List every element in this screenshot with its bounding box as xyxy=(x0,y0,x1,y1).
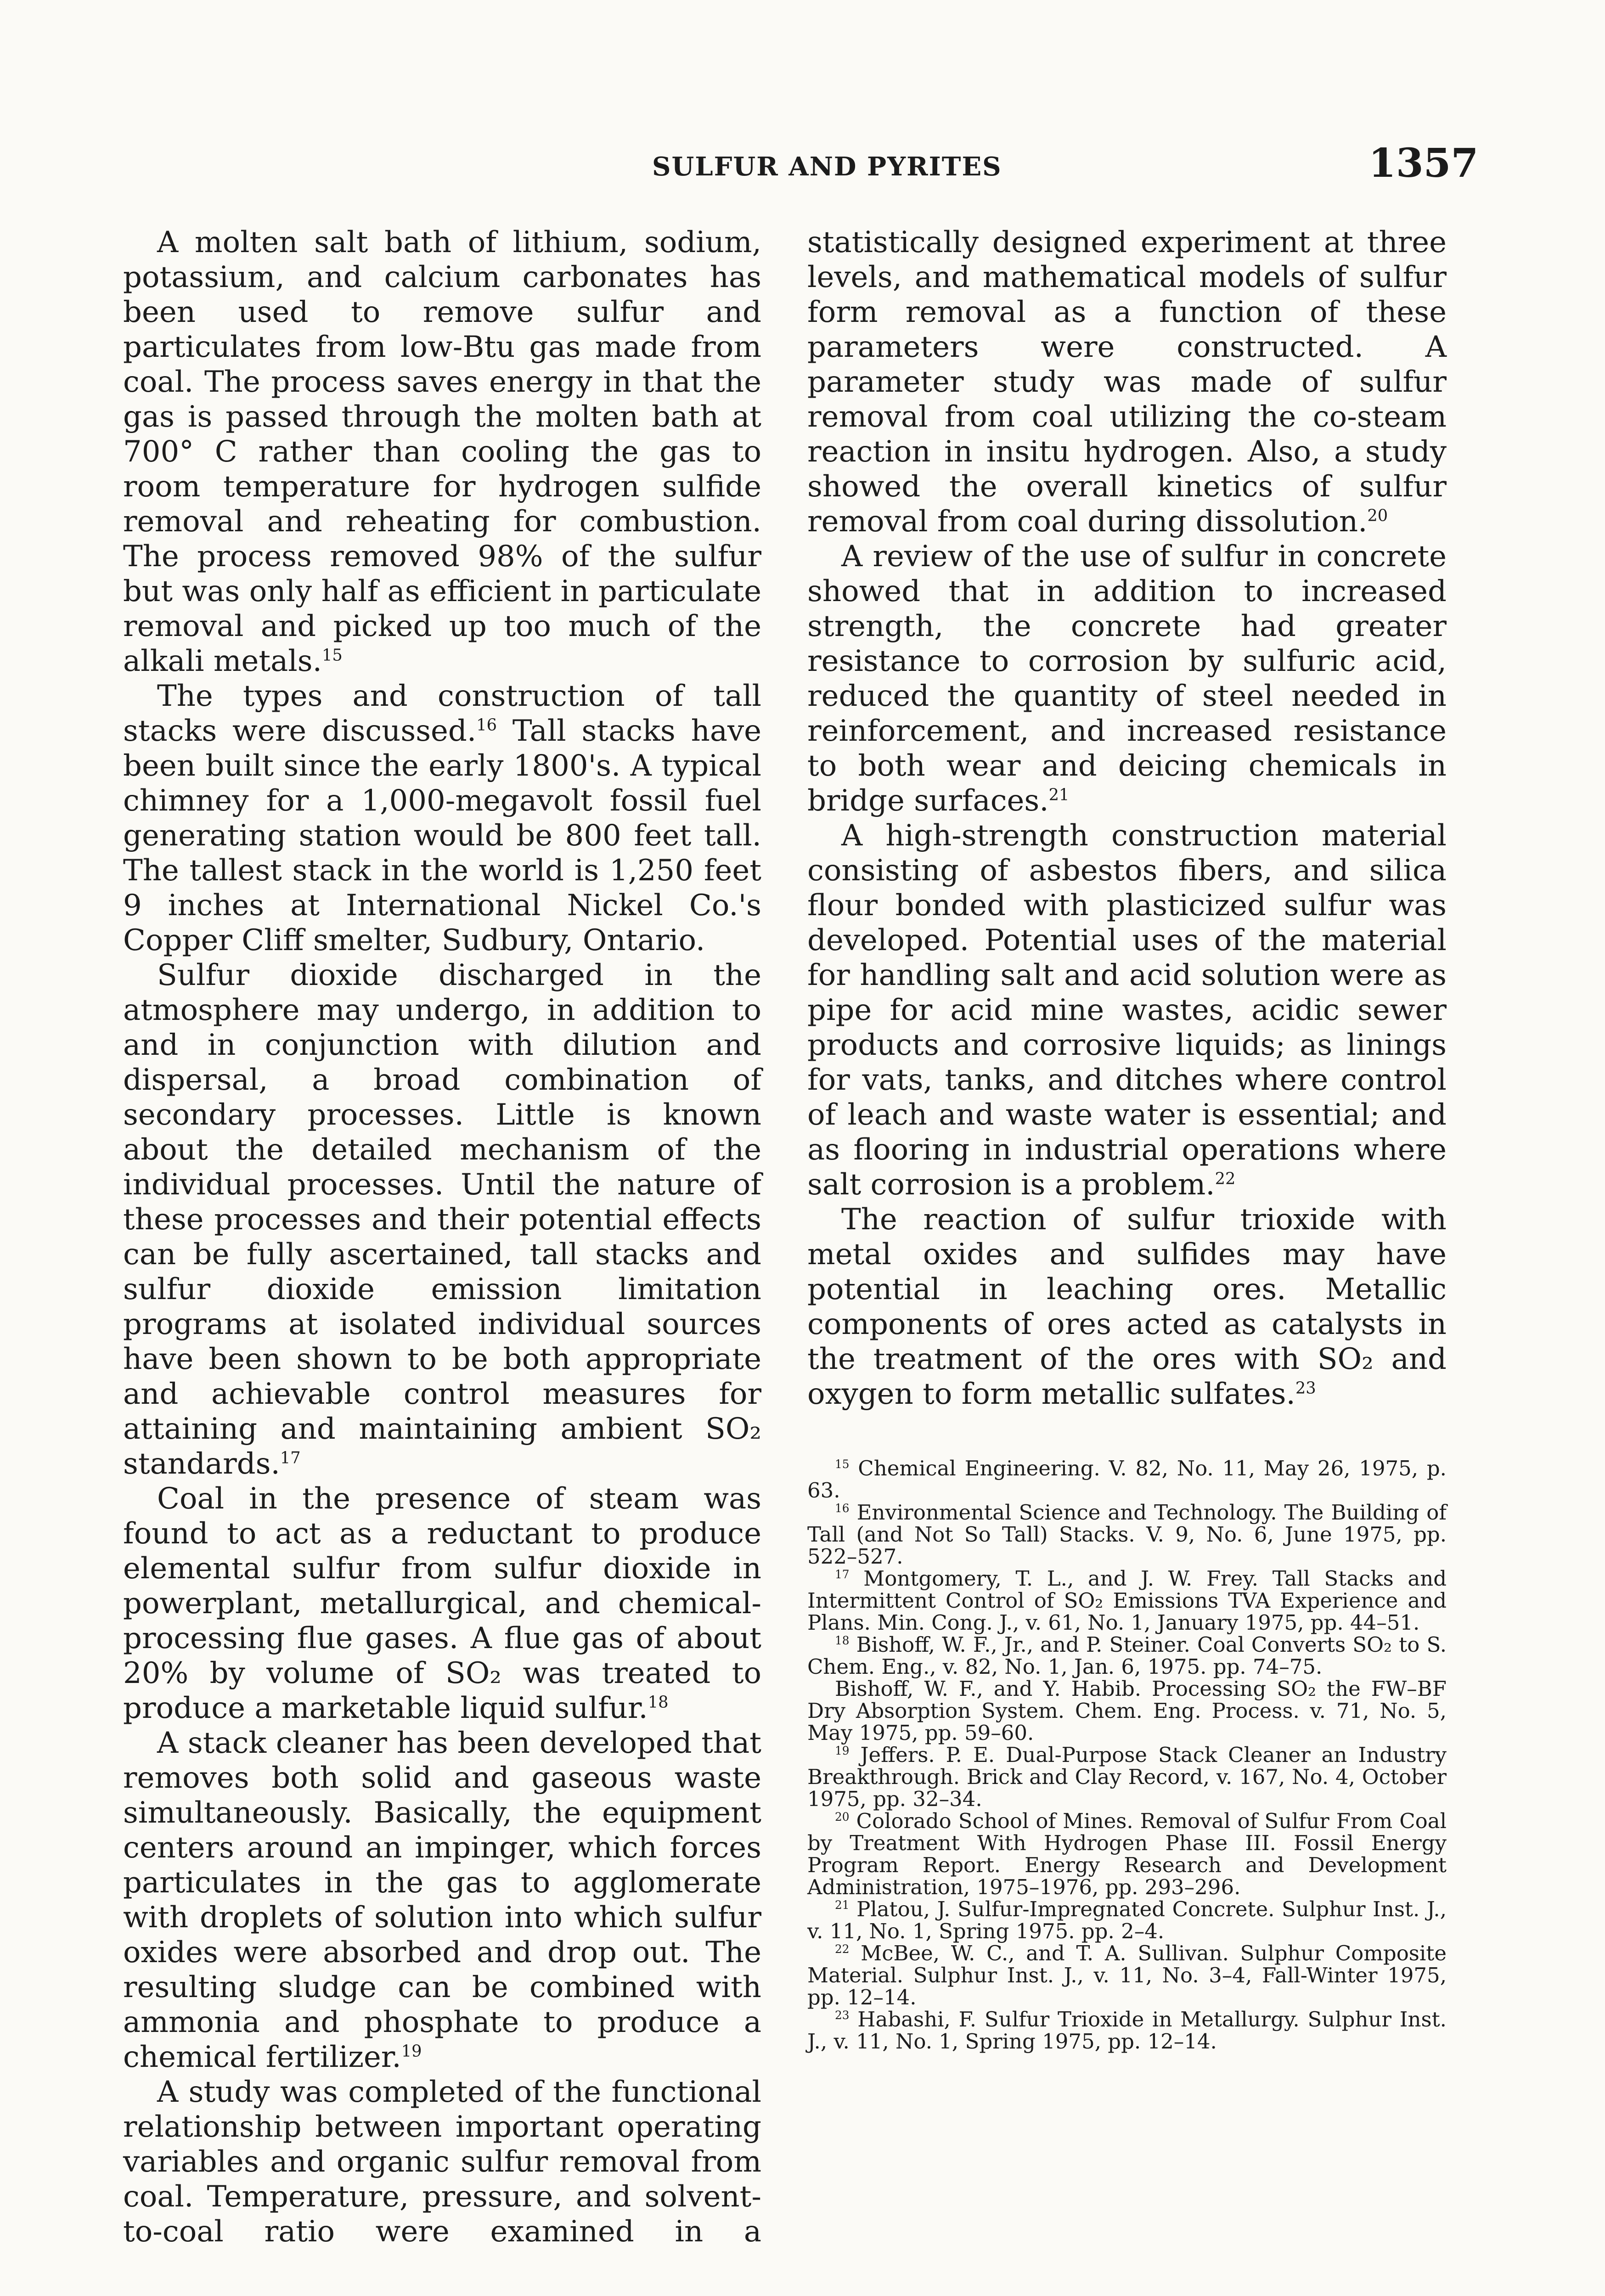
footnote: $^{16}$ Environmental Science and Technology. The Building of Tall (and Not So Tall) Stacks. V. 9, No. 6, June 1975, pp. 522–527. xyxy=(807,1500,1447,1569)
footnote: $^{18}$ Bishoff, W. F., Jr., and P. Steiner. Coal Converts SO₂ to S. Chem. Eng., v. 82, No. 1, Jan. 6, 1975. pp. 74–75. xyxy=(807,1632,1447,1679)
footnotes xyxy=(807,1458,1447,2053)
left-column xyxy=(123,225,761,2249)
footnote: $^{22}$ McBee, W. C., and T. A. Sullivan. Sulphur Composite Material. Sulphur Inst. J., v. 11, No. 3–4, Fall-Winter 1975, pp. 12–14. xyxy=(807,1941,1447,2009)
footnote: $^{23}$ Habashi, F. Sulfur Trioxide in Metallurgy. Sulphur Inst. J., v. 11, No. 1, Spring 1975, pp. 12–14. xyxy=(807,2007,1447,2054)
footnote: $^{15}$ Chemical Engineering. V. 82, No. 11, May 26, 1975, p. 63. xyxy=(807,1456,1447,1503)
footnote: $^{19}$ Jeffers. P. E. Dual-Purpose Stack Cleaner an Industry Breakthrough. Brick and Clay Record, v. 167, No. 4, October 1975, pp. 32–34. xyxy=(807,1743,1447,1811)
paragraph: The types and construction of tall stacks were discussed.$^{16}$ Tall stacks have been built since the early 1800's. A typical chimney for a 1,000-megavolt fossil fuel generating station would be 800 feet tall. The tallest stack in the world is 1,250 feet 9 inches at International Nickel Co.'s Copper Cliff smelter, Sudbury, Ontario. xyxy=(123,679,762,957)
footnote: $^{21}$ Platou, J. Sulfur-Impregnated Concrete. Sulphur Inst. J., v. 11, No. 1, Spring 1975. pp. 2–4. xyxy=(807,1897,1447,1943)
paragraph: The reaction of sulfur trioxide with metal oxides and sulfides may have potential in leaching ores. Metallic components of ores acted as catalysts in the treatment of the ores with SO₂ and oxygen to form metallic sulfates.$^{23}$ xyxy=(807,1203,1447,1411)
paragraph: Coal in the presence of steam was found to act as a reductant to produce elemental sulfur from sulfur dioxide in powerplant, metallurgical, and chemical-processing flue gases. A flue gas of about 20% by volume of SO₂ was treated to produce a marketable liquid sulfur.$^{18}$ xyxy=(123,1482,761,1725)
paragraph: A molten salt bath of lithium, sodium, potassium, and calcium carbonates has been used to remove sulfur and particulates from low-Btu gas made from coal. The process saves energy in that the gas is passed through the molten bath at 700° C rather than cooling the gas to room temperature for hydrogen sulfide removal and reheating for combustion. The process removed 98% of the sulfur but was only half as efficient in particulate removal and picked up too much of the alkali metals.$^{15}$ xyxy=(123,225,761,678)
running-title: SULFUR AND PYRITES xyxy=(652,152,1002,182)
footnote: $^{17}$ Montgomery, T. L., and J. W. Frey. Tall Stacks and Intermittent Control of SO₂ Emissions TVA Experience and Plans. Min. Cong. J., v. 61, No. 1, January 1975, pp. 44–51. xyxy=(807,1566,1447,1635)
paragraph: A stack cleaner has been developed that removes both solid and gaseous waste simultaneously. Basically, the equipment centers around an impinger, which forces particulates in the gas to agglomerate with droplets of solution into which sulfur oxides were absorbed and drop out. The resulting sludge can be combined with ammonia and phosphate to produce a chemical fertilizer.$^{19}$ xyxy=(123,1726,761,2074)
paragraph: A review of the use of sulfur in concrete showed that in addition to increased strength, the concrete had greater resistance to corrosion by sulfuric acid, reduced the quantity of steel needed in reinforcement, and increased resistance to both wear and deicing chemicals in bridge surfaces.$^{21}$ xyxy=(807,540,1447,818)
right-column xyxy=(807,225,1447,2053)
paragraph: A high-strength construction material consisting of asbestos fibers, and silica flour bonded with plasticized sulfur was developed. Potential uses of the material for handling salt and acid solution were as pipe for acid mine wastes, acidic sewer products and corrosive liquids; as linings for vats, tanks, and ditches where control of leach and waste water is essential; and as flooring in industrial operations where salt corrosion is a problem.$^{22}$ xyxy=(807,819,1447,1202)
page-number: 1357 xyxy=(1368,140,1479,186)
paragraph: A study was completed of the functional relationship between important operating variables and organic sulfur removal from coal. Temperature, pressure, and solvent-to-coal ratio were examined in a xyxy=(123,2075,761,2249)
footnote: Bishoff, W. F., and Y. Habib. Processing SO₂ the FW–BF Dry Absorption System. Chem. Eng. Process. v. 71, No. 5, May 1975, pp. 59–60. xyxy=(807,1677,1447,1745)
paragraph: Sulfur dioxide discharged in the atmosphere may undergo, in addition to and in conjunction with dilution and dispersal, a broad combination of secondary processes. Little is known about the detailed mechanism of the individual processes. Until the nature of these processes and their potential effects can be fully ascertained, tall stacks and sulfur dioxide emission limitation programs at isolated individual sources have been shown to be both appropriate and achievable control measures for attaining and maintaining ambient SO₂ standards.$^{17}$ xyxy=(123,958,761,1481)
paragraph-continued: statistically designed experiment at three levels, and mathematical models of sulfur form removal as a function of these parameters were constructed. A parameter study was made of sulfur removal from coal utilizing the co-steam reaction in insitu hydrogen. Also, a study showed the overall kinetics of sulfur removal from coal during dissolution.$^{20}$ xyxy=(807,225,1447,539)
footnote: $^{20}$ Colorado School of Mines. Removal of Sulfur From Coal by Treatment With Hydrogen Phase III. Fossil Energy Program Report. Energy Research and Development Administration, 1975–1976, pp. 293–296. xyxy=(807,1809,1447,1899)
